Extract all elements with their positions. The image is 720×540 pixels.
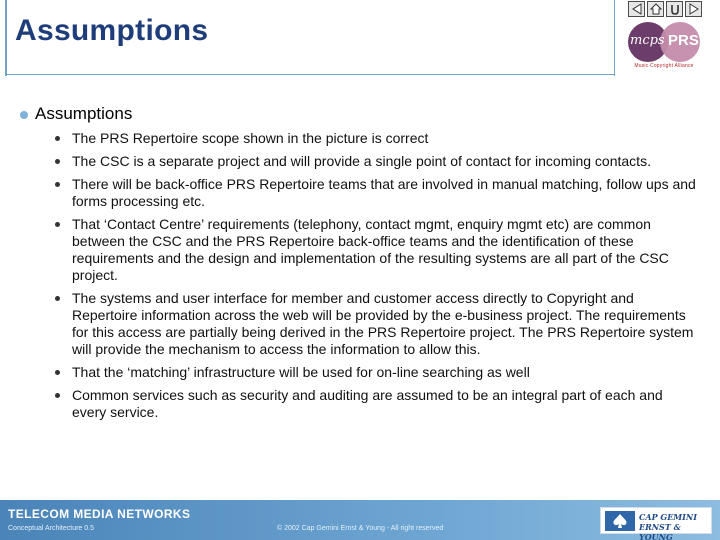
list-item <box>55 176 700 210</box>
list-item-text: There will be back-office PRS Repertoire teams that are involved in manual matching, follow ups and forms processing etc. <box>72 176 696 209</box>
page-title: Assumptions <box>15 14 209 47</box>
bullet-icon <box>55 182 60 187</box>
slide-content <box>20 104 700 427</box>
list-item <box>55 290 700 358</box>
list-item-text: Common services such as security and auditing are assumed to be an integral part of each and every service. <box>72 387 663 420</box>
mcps-prs-logo <box>628 22 700 62</box>
home-icon <box>650 3 662 15</box>
list-item-text: That the ‘matching’ infrastructure will be used for on-line searching as well <box>72 364 530 380</box>
previous-icon <box>631 3 643 15</box>
bullet-icon <box>55 222 60 227</box>
header-rule-right <box>614 0 615 76</box>
section-heading-row <box>20 104 700 124</box>
next-button[interactable] <box>685 1 702 17</box>
logo-line-1: CAP GEMINI <box>639 512 697 522</box>
list-item <box>55 364 700 381</box>
up-icon <box>669 3 681 15</box>
bullet-icon <box>55 393 60 398</box>
up-button[interactable] <box>666 1 683 17</box>
slide-navigation <box>628 1 702 17</box>
spade-icon <box>605 511 635 531</box>
bullet-icon <box>55 136 60 141</box>
footer-title: TELECOM MEDIA NETWORKS <box>8 507 191 521</box>
home-button[interactable] <box>647 1 664 17</box>
section-heading: Assumptions <box>35 104 133 123</box>
footer-subtitle: Conceptual Architecture 0.5 <box>8 525 94 532</box>
list-item <box>55 153 700 170</box>
bullet-icon <box>55 296 60 301</box>
list-item-text: The CSC is a separate project and will provide a single point of contact for incoming contacts. <box>72 153 651 169</box>
assumption-list <box>20 130 700 421</box>
section-bullet-icon <box>20 111 28 119</box>
logo-line-2: ERNST & YOUNG <box>639 522 681 540</box>
logo-text-mcps: mcps <box>630 33 665 48</box>
list-item <box>55 130 700 147</box>
list-item-text: The systems and user interface for member and customer access directly to Copyright and Repertoire information across the web will be provided by the e-business project. The requirements for this access are partially being derived in the PRS Repertoire project. The PRS Repertoire system will provide the mechanism to access the information to allow this. <box>72 290 694 357</box>
bullet-icon <box>55 370 60 375</box>
previous-button[interactable] <box>628 1 645 17</box>
logo-text-prs: PRS <box>668 32 699 49</box>
bullet-icon <box>55 159 60 164</box>
header-rule-left <box>5 0 7 76</box>
footer-copyright: © 2002 Cap Gemini Ernst & Young - All right reserved <box>277 525 444 532</box>
list-item <box>55 216 700 284</box>
header-rule-bottom <box>5 74 615 75</box>
list-item-text: That ‘Contact Centre’ requirements (telephony, contact mgmt, enquiry mgmt etc) are common between the CSC and the PRS Repertoire back-office teams and the identification of these requirements and the design and implementation of the resulting systems are all part of the CSC project. <box>72 216 669 283</box>
list-item <box>55 387 700 421</box>
next-icon <box>688 3 700 15</box>
cap-gemini-logo <box>600 507 712 540</box>
logo-tagline: Music Copyright Alliance <box>634 63 694 69</box>
list-item-text: The PRS Repertoire scope shown in the picture is correct <box>72 130 429 146</box>
